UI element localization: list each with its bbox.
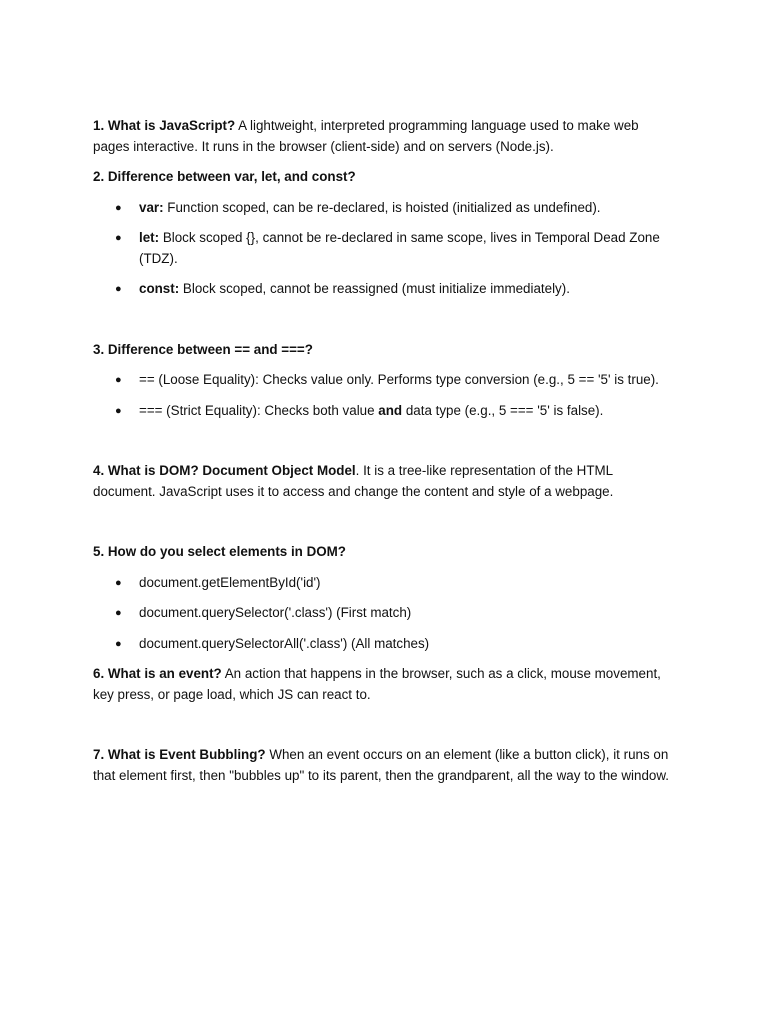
question-4-text: . It is a tree-like representation of the HTML document. JavaScript uses it to access and change the content and style of a webpage.	[93, 463, 614, 499]
question-7-heading: 7. What is Event Bubbling?	[93, 747, 266, 762]
question-3-list	[93, 370, 673, 421]
bullet-icon: ●	[115, 576, 122, 589]
list-item: ● let: Block scoped {}, cannot be re-declared in same scope, lives in Temporal Dead Zone (TDZ).	[115, 230, 660, 266]
bullet-icon: ●	[115, 404, 122, 417]
question-3	[93, 340, 673, 361]
document-page	[93, 116, 673, 796]
question-2-heading: 2. Difference between var, let, and const?	[93, 169, 356, 184]
question-6	[93, 664, 673, 705]
question-5	[93, 542, 673, 563]
question-7	[93, 745, 673, 786]
question-6-heading: 6. What is an event?	[93, 666, 222, 681]
question-4-heading: 4. What is DOM? Document Object Model	[93, 463, 356, 478]
question-2	[93, 167, 673, 188]
list-item: ● document.querySelector('.class') (First match)	[93, 603, 673, 624]
question-7-text: When an event occurs on an element (like a button click), it runs on that element first, then "bubbles up" to its parent, then the grandparent, all the way to the window.	[93, 747, 669, 783]
question-1-text: A lightweight, interpreted programming language used to make web pages interactive. It runs in the browser (client-side) and on servers (Node.js).	[93, 118, 639, 154]
question-1-heading: 1. What is JavaScript?	[93, 118, 236, 133]
bullet-icon: ●	[115, 283, 122, 295]
list-item: ● const: Block scoped, cannot be reassigned (must initialize immediately).	[93, 279, 673, 300]
list-item: ● === (Strict Equality): Checks both value and data type (e.g., 5 === '5' is false).	[93, 401, 673, 422]
question-2-list	[93, 198, 673, 300]
list-item: ● document.querySelectorAll('.class') (All matches)	[93, 634, 673, 655]
question-1	[93, 116, 673, 157]
question-4	[93, 461, 673, 502]
bullet-icon: ●	[115, 374, 122, 386]
bullet-icon: ●	[115, 232, 122, 244]
bullet-icon: ●	[115, 201, 122, 214]
bullet-icon: ●	[115, 637, 122, 650]
list-item: ● == (Loose Equality): Checks value only. Performs type conversion (e.g., 5 == '5' is true).	[93, 370, 673, 391]
list-item: ● document.getElementById('id')	[93, 573, 673, 594]
list-item: ● var: Function scoped, can be re-declared, is hoisted (initialized as undefined).	[93, 198, 673, 219]
question-5-heading: 5. How do you select elements in DOM?	[93, 544, 346, 559]
question-6-text: An action that happens in the browser, such as a click, mouse movement, key press, or page load, which JS can react to.	[93, 666, 661, 702]
question-3-heading: 3. Difference between == and ===?	[93, 341, 313, 357]
bullet-icon: ●	[115, 607, 122, 619]
question-5-list	[93, 573, 673, 655]
